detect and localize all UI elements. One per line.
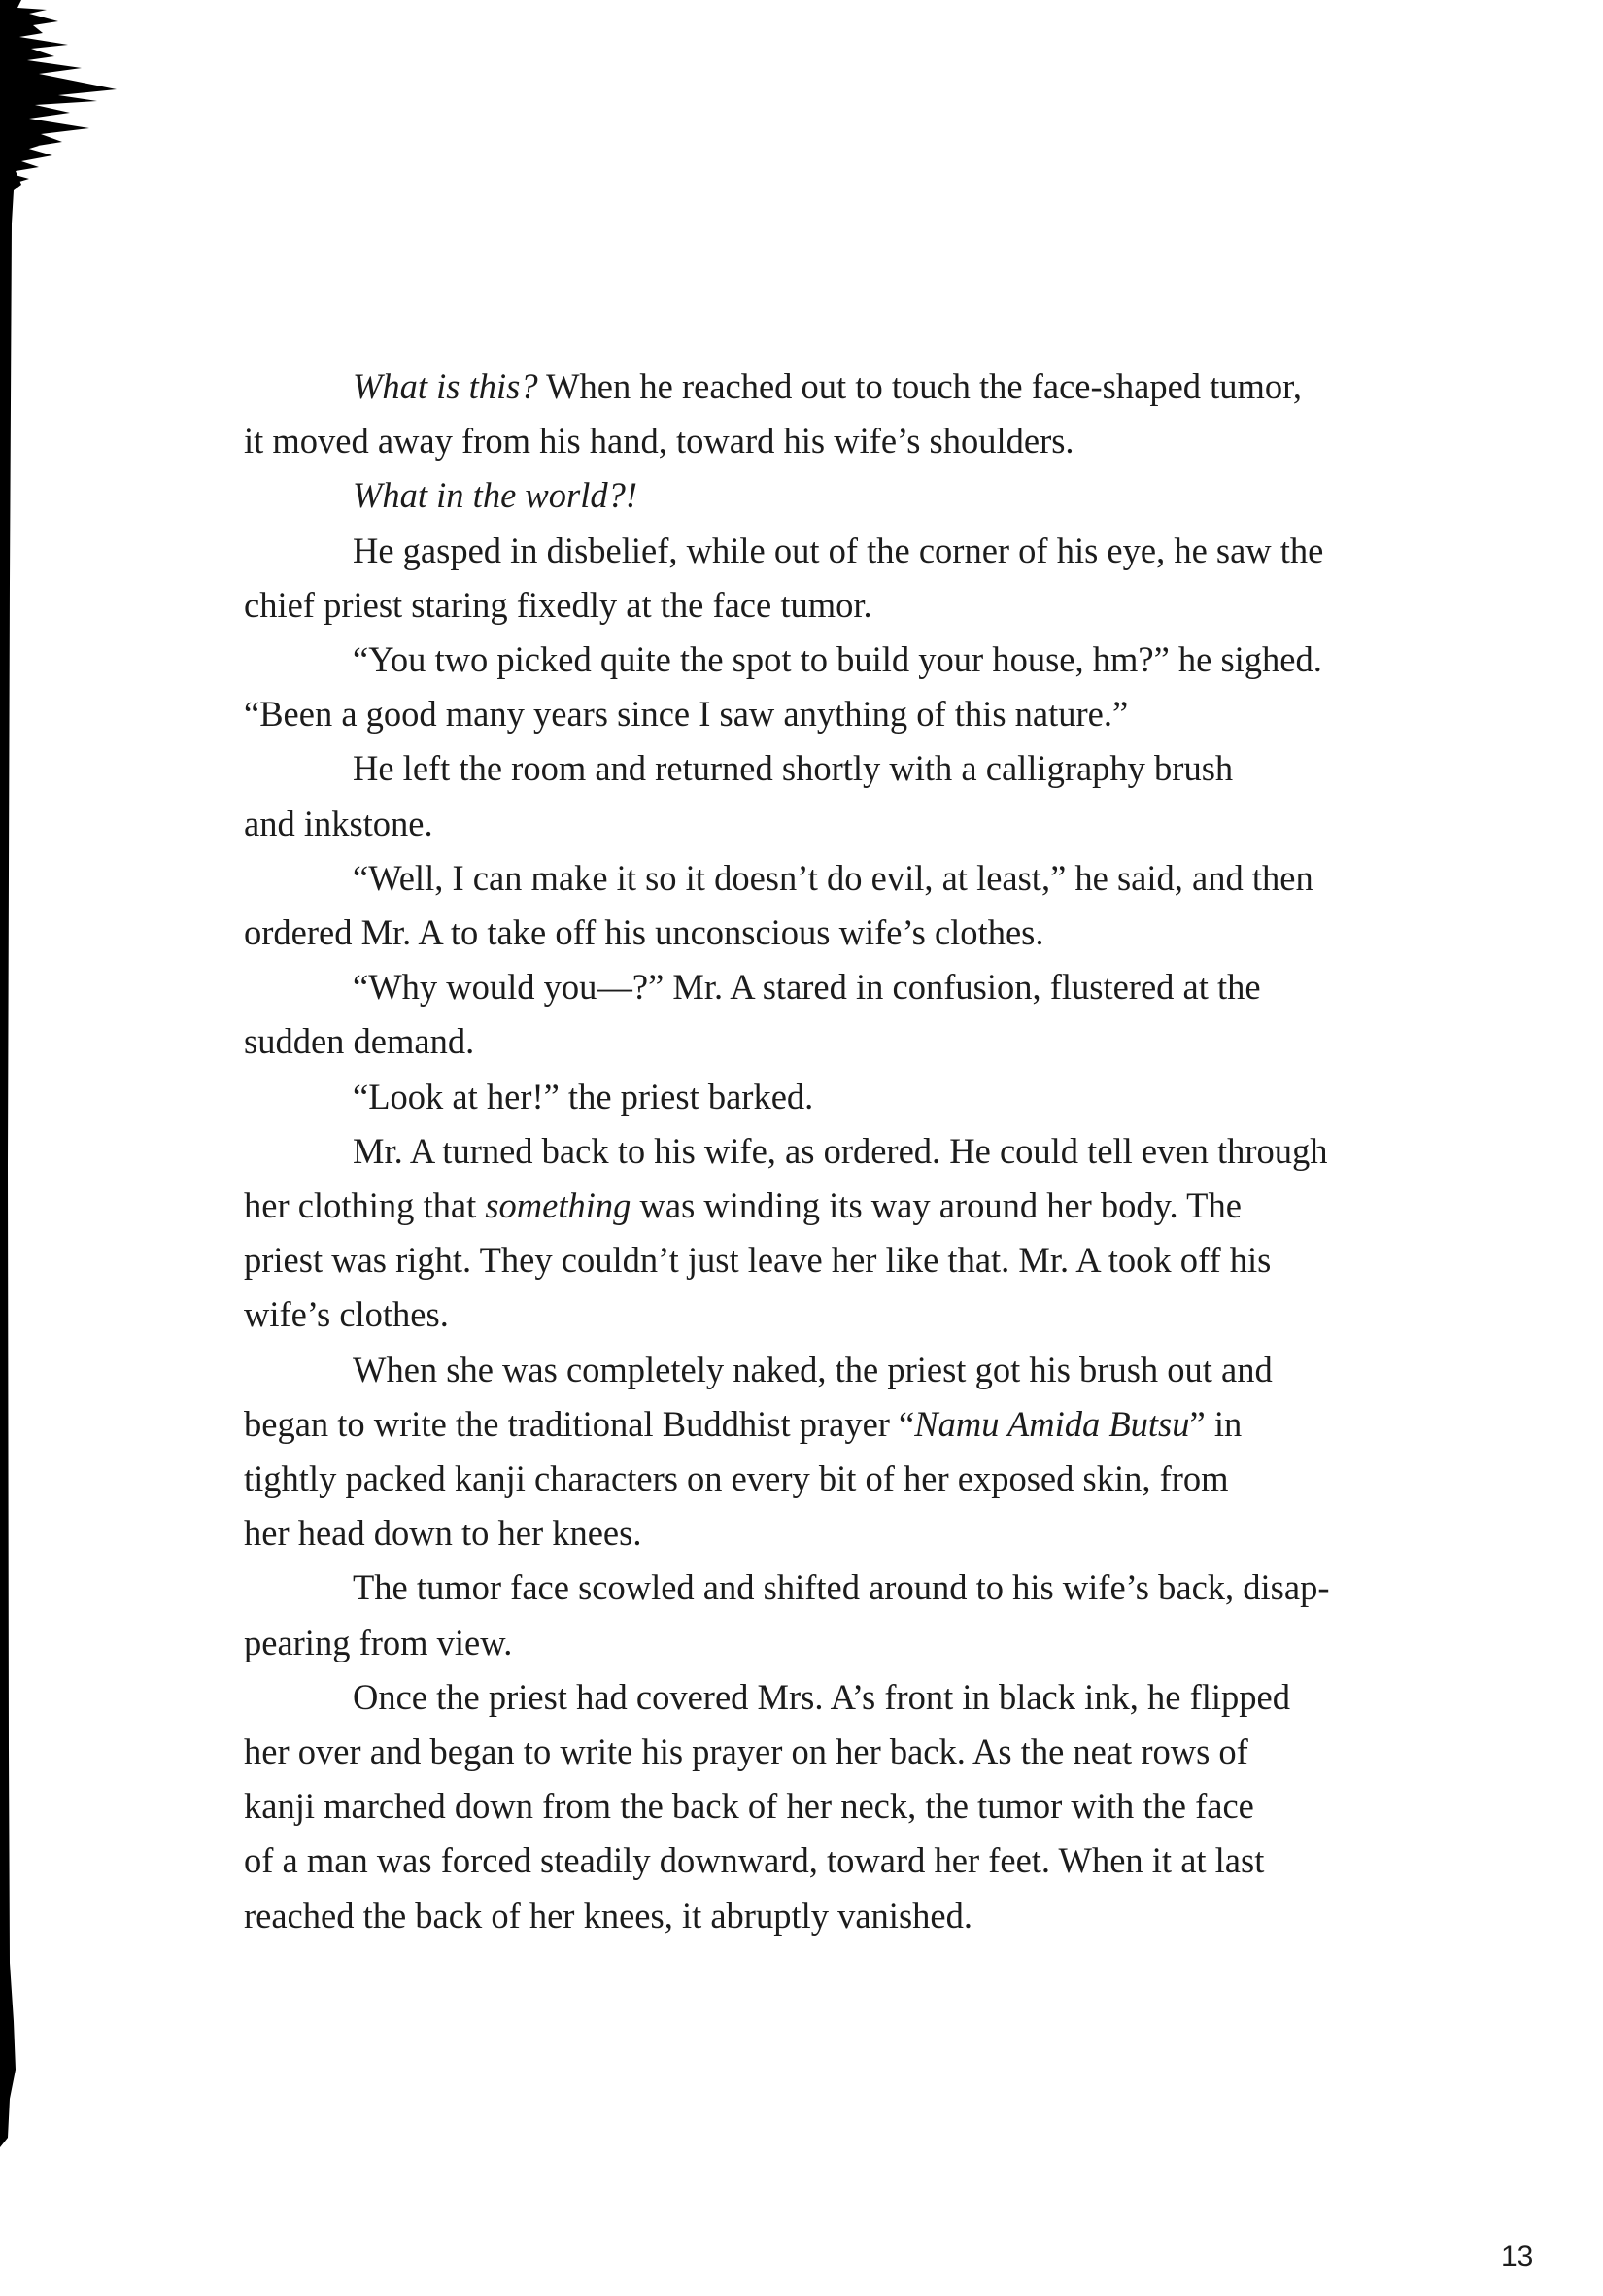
text-line xyxy=(244,414,1367,468)
paragraph xyxy=(244,960,1367,1069)
text-line xyxy=(298,851,1367,906)
paragraph xyxy=(244,1670,1367,1943)
text-line xyxy=(244,687,1367,741)
text-line xyxy=(298,1670,1367,1725)
text-line xyxy=(244,1179,1367,1233)
italic-text: Namu Amida Butsu xyxy=(914,1403,1190,1444)
text-line xyxy=(298,360,1367,414)
text-run: her over and began to write his prayer on her back. As the neat rows of xyxy=(244,1731,1248,1772)
italic-text: What in the world?! xyxy=(353,475,637,516)
text-run: pearing from view. xyxy=(244,1622,513,1662)
paragraph xyxy=(244,1124,1367,1343)
paragraph xyxy=(244,1560,1367,1669)
text-run: Mr. A turned back to his wife, as ordered. He could tell even through xyxy=(353,1130,1328,1171)
italic-text: something xyxy=(485,1185,631,1226)
text-line xyxy=(244,1725,1367,1779)
paragraph xyxy=(244,524,1367,633)
body-text xyxy=(244,360,1367,1943)
text-run: Once the priest had covered Mrs. A’s front in black ink, he flipped xyxy=(353,1676,1290,1717)
text-line xyxy=(244,1889,1367,1943)
paragraph xyxy=(244,1343,1367,1561)
text-line xyxy=(244,1833,1367,1888)
text-run: chief priest staring fixedly at the face tumor. xyxy=(244,584,872,625)
text-line xyxy=(298,468,1367,523)
text-run: He gasped in disbelief, while out of the corner of his eye, he saw the xyxy=(353,530,1324,570)
text-line xyxy=(244,1452,1367,1506)
text-line xyxy=(244,578,1367,633)
text-line xyxy=(298,960,1367,1014)
text-run: kanji marched down from the back of her neck, the tumor with the face xyxy=(244,1786,1254,1827)
text-line xyxy=(244,1397,1367,1452)
text-line xyxy=(298,1124,1367,1179)
text-line xyxy=(298,741,1367,796)
text-line xyxy=(298,633,1367,687)
text-run: “You two picked quite the spot to build your house, hm?” he sighed. xyxy=(353,639,1322,680)
text-run: ordered Mr. A to take off his unconscious wife’s clothes. xyxy=(244,912,1044,953)
text-line xyxy=(298,1343,1367,1397)
text-run: ” in xyxy=(1189,1403,1243,1444)
text-run: “Look at her!” the priest barked. xyxy=(353,1076,814,1116)
text-line xyxy=(244,1287,1367,1342)
text-line xyxy=(298,1560,1367,1615)
text-line xyxy=(244,1506,1367,1560)
text-line xyxy=(298,1070,1367,1124)
text-run: When she was completely naked, the priest got his brush out and xyxy=(353,1349,1273,1389)
text-line xyxy=(244,1616,1367,1670)
text-run: “Why would you—?” Mr. A stared in confusion, flustered at the xyxy=(353,967,1261,1008)
text-run: When he reached out to touch the face-shaped tumor, xyxy=(537,366,1302,406)
text-run: He left the room and returned shortly with a calligraphy brush xyxy=(353,748,1234,789)
text-run: and inkstone. xyxy=(244,803,433,843)
text-run: tightly packed kanji characters on every bit of her exposed skin, from xyxy=(244,1458,1229,1499)
italic-text: What is this? xyxy=(353,366,538,406)
paragraph xyxy=(244,360,1367,468)
text-run: priest was right. They couldn’t just leave her like that. Mr. A took off his xyxy=(244,1240,1272,1281)
text-run: The tumor face scowled and shifted around to his wife’s back, disap- xyxy=(353,1567,1330,1608)
paragraph xyxy=(244,741,1367,850)
paragraph xyxy=(298,468,1367,523)
text-run: her clothing that xyxy=(244,1185,486,1226)
page-number: 13 xyxy=(1501,2241,1534,2273)
edge-brush-decoration xyxy=(0,0,126,2296)
text-line xyxy=(244,1014,1367,1069)
text-line xyxy=(298,524,1367,578)
text-run: was winding its way around her body. The xyxy=(631,1185,1242,1226)
text-line xyxy=(244,906,1367,960)
text-run: it moved away from his hand, toward his wife’s shoulders. xyxy=(244,421,1074,462)
text-line xyxy=(244,1233,1367,1287)
text-run: her head down to her knees. xyxy=(244,1513,642,1554)
paragraph xyxy=(298,1070,1367,1124)
text-run: of a man was forced steadily downward, toward her feet. When it at last xyxy=(244,1840,1265,1881)
text-line xyxy=(244,797,1367,851)
paragraph xyxy=(244,851,1367,960)
text-line xyxy=(244,1779,1367,1833)
paragraph xyxy=(244,633,1367,741)
text-run: “Been a good many years since I saw anything of this nature.” xyxy=(244,694,1129,735)
text-run: began to write the traditional Buddhist prayer “ xyxy=(244,1403,915,1444)
text-run: sudden demand. xyxy=(244,1021,475,1062)
text-run: wife’s clothes. xyxy=(244,1294,449,1335)
text-run: “Well, I can make it so it doesn’t do evil, at least,” he said, and then xyxy=(353,857,1313,898)
text-run: reached the back of her knees, it abruptly vanished. xyxy=(244,1895,972,1936)
